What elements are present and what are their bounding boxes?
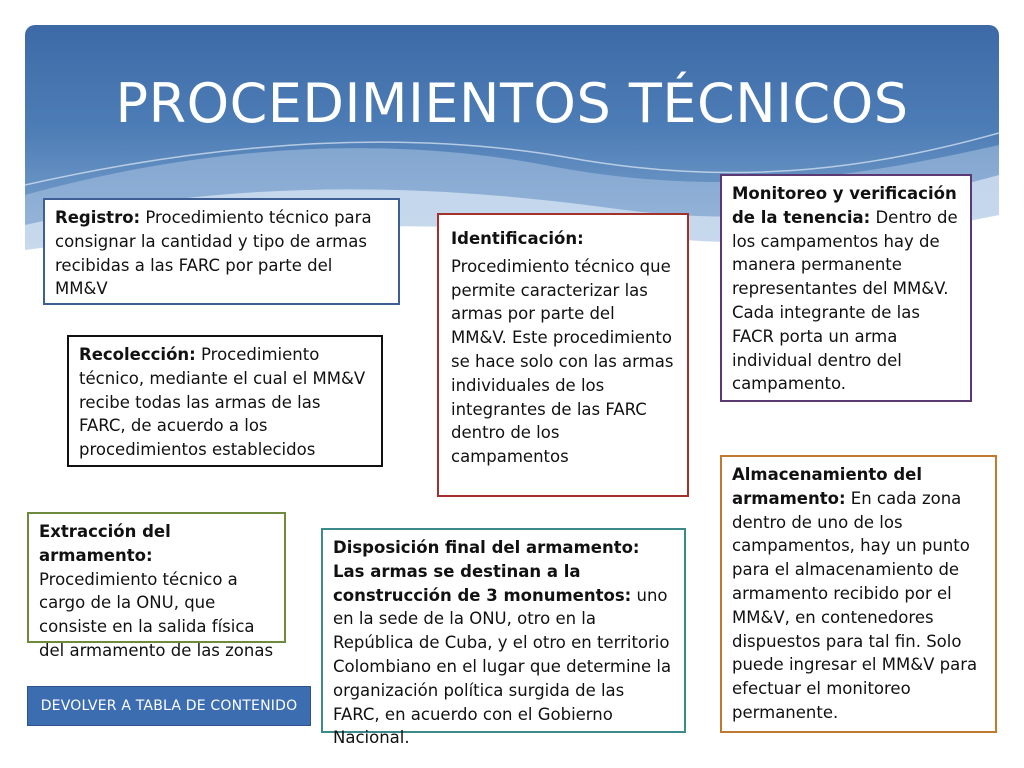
recoleccion-box <box>67 335 383 467</box>
disposicion-box <box>321 528 686 748</box>
recoleccion-text: Procedimiento técnico, mediante el cual el MM&V recibe todas las armas de las FARC, de acuerdo a los procedimientos establecidos <box>79 345 366 460</box>
extraccion-heading: Extracción del armamento: <box>39 522 171 565</box>
identificacion-heading: Identificación: <box>451 229 584 248</box>
monitoreo-box <box>720 174 972 402</box>
extraccion-text: Procedimiento técnico a cargo de la ONU, que consiste en la salida física del armamento de las zonas <box>39 569 274 660</box>
almacenamiento-box <box>720 455 997 733</box>
almacenamiento-heading: Almacenamiento del armamento: <box>732 465 923 508</box>
registro-box <box>43 198 400 305</box>
almacenamiento-text: En cada zona dentro de uno de los campamentos, hay un punto para el almacenamiento de armamento recibido por el MM&V, en contenedores dispuestos para tal fin. Solo puede ingresar el MM&V para efectuar el monitoreo permanente. <box>732 488 978 722</box>
extraccion-box <box>27 512 286 660</box>
disposicion-heading: Disposición final del armamento: Las armas se destinan a la construcción de 3 monumentos: <box>333 538 640 605</box>
monitoreo-text: Dentro de los campamentos hay de manera permanente representantes del MM&V. Cada integrante de las FACR porta un arma individual dentro del campamento. <box>732 207 958 394</box>
back-to-contents-button[interactable]: DEVOLVER A TABLA DE CONTENIDO <box>27 686 311 726</box>
slide-title: PROCEDIMIENTOS TÉCNICOS <box>115 72 909 135</box>
registro-heading: Registro: <box>55 208 141 227</box>
identificacion-box <box>437 213 689 497</box>
identificacion-text: Procedimiento técnico que permite caracterizar las armas por parte del MM&V. Este procedimiento se hace solo con las armas individuales de los integrantes de las FARC dentro de los campamentos <box>451 256 674 467</box>
recoleccion-heading: Recolección: <box>79 345 196 364</box>
monitoreo-heading: Monitoreo y verificación de la tenencia: <box>732 184 957 227</box>
disposicion-text: uno en la sede de la ONU, otro en la República de Cuba, y el otro en territorio Colombiano en el lugar que determine la organización política surgida de las FARC, en acuerdo con el Gobierno Nacional. <box>333 585 672 748</box>
registro-text: Procedimiento técnico para consignar la cantidad y tipo de armas recibidas a las FARC por parte del MM&V <box>55 208 372 299</box>
